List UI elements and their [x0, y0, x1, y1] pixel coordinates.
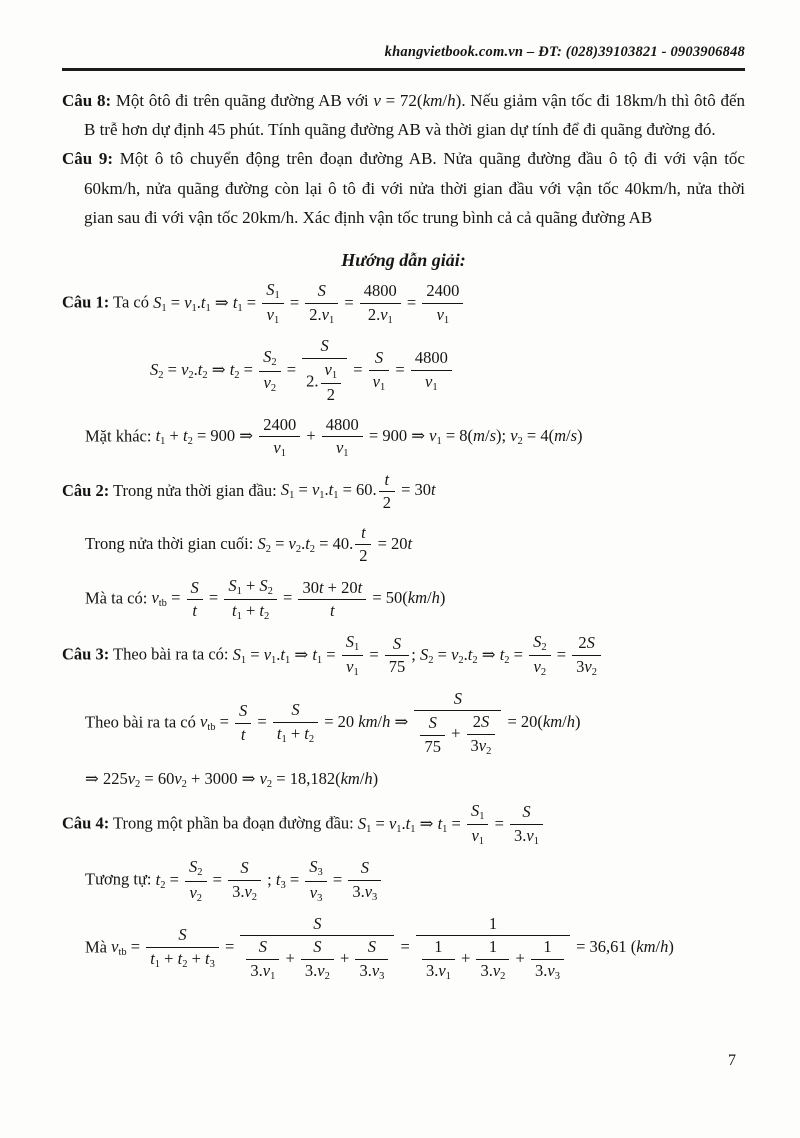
fraction-numerator: S	[187, 578, 203, 601]
fraction-denominator: 2. $\frac{v_1}{2}$	[302, 359, 347, 406]
line-text: . Nếu giảm vận tốc đi 18km/h thì ôtô đến B trễ hơn dự định 45 phút. Tính quãng đường AB và thời gian dự tính để đi quãng đường đó.	[84, 91, 745, 140]
fraction-denominator: $3.v_3$	[352, 881, 378, 903]
fraction-numerator: S	[510, 802, 543, 825]
solution-line	[85, 767, 745, 792]
fraction-denominator: $v_1$	[471, 826, 485, 848]
fraction-numerator: S	[305, 281, 338, 304]
fraction-denominator: $3v_2$	[470, 735, 492, 757]
fraction-numerator: $S_2$	[259, 347, 281, 371]
fraction	[342, 632, 364, 679]
problem-label: Câu 8:	[62, 91, 112, 110]
solution-line	[85, 689, 745, 758]
fraction-numerator: $S_1$	[262, 280, 284, 304]
math-expression: $v_{tb}$ = $\frac{S}{t}$ = $\frac{S}{t_1 + t_2}$ = 20 km/h ⇒ S $\frac{S}{75}$ + $\frac{2S}{3v_2}$ = 20(km/h)	[199, 688, 581, 757]
math-expression: $S_1 = v_1.t_1$ ⇒ $t_1$ = $\frac{S_1}{v_1}$ = $\frac{S}{2.v_1}$ = $\frac{4800}{2.v_1}$ = $\frac{2400}{v_1}$	[153, 293, 465, 312]
fraction-denominator: $v_1$	[425, 371, 438, 393]
fraction-denominator: 75	[424, 736, 441, 756]
fraction-denominator: $v_3$	[309, 882, 323, 904]
fraction	[305, 281, 338, 327]
fraction-denominator: t	[240, 724, 246, 744]
fraction	[262, 280, 284, 327]
fraction-denominator: $v_1$	[273, 438, 286, 460]
fraction	[531, 937, 564, 983]
fraction	[322, 415, 363, 461]
line-text: Tương tự:	[85, 869, 156, 889]
line-label: Câu 3:	[62, 644, 110, 664]
fraction-denominator: $v_1$	[346, 657, 359, 679]
fraction-numerator: S	[228, 858, 261, 881]
header-contact-text: khangvietbook.com.vn – ĐT: (028)39103821 - 0903906848	[384, 44, 745, 60]
math-expression: $t_2$ = $\frac{S_2}{v_2}$ = $\frac{S}{3.v_2}$ ; $t_3$ = $\frac{S_3}{v_3}$ = $\frac{S}{3.v_3}$	[156, 870, 384, 889]
fraction-numerator: $S_1$	[342, 632, 364, 656]
fraction	[529, 632, 551, 679]
fraction-denominator: $v_1$	[335, 438, 349, 460]
fraction-numerator: 1	[531, 937, 564, 960]
fraction-numerator: 1	[416, 914, 570, 937]
line-label: Câu 4:	[62, 813, 110, 833]
fraction-numerator: S	[385, 634, 410, 657]
math-expression: $v_{tb}$ = $\frac{S}{t_1 + t_2 + t_3}$ = S $\frac{S}{3.v_1}$ + $\frac{S}{3.v_2}$ + $\frac{S}{3.v_3}$ = 1 $\frac{1}{3.v_1}$ + $\frac{1}{3.v_2}$ + $\frac{1}{3.v_3}$ = 36,61 (km/h)	[111, 913, 674, 982]
math-expression: $S_1 = v_1.t_1 = 60$. $\frac{t}{2}$ = 30t	[280, 469, 436, 513]
solution-line	[85, 415, 745, 461]
line-text: Một ôtô đi trên quãng đường AB với	[111, 91, 374, 110]
fraction	[369, 348, 390, 394]
fraction	[414, 689, 501, 758]
fraction-denominator: $v_1$	[372, 371, 386, 393]
fraction-numerator: S	[301, 937, 334, 960]
fraction-numerator: 2S	[467, 712, 496, 735]
line-text: Mặt khác:	[85, 426, 156, 446]
fraction-denominator: t	[192, 601, 197, 621]
fraction-denominator: $v_2$	[189, 882, 203, 904]
fraction-denominator: $v_1$	[266, 305, 280, 327]
line-text: Trong một phần ba đoạn đường đầu:	[109, 813, 358, 833]
fraction-numerator: 2400	[259, 415, 300, 438]
fraction	[422, 937, 455, 983]
fraction-denominator: $v_2$	[263, 372, 277, 394]
solution-line	[62, 801, 745, 848]
fraction	[246, 937, 279, 983]
fraction-denominator: $t_1 + t_2 + t_3$	[150, 949, 215, 971]
fraction	[187, 578, 203, 622]
line-label: Câu 1:	[62, 292, 110, 312]
fraction	[146, 925, 219, 971]
fraction-denominator: $t_1 + t_2$	[231, 601, 270, 623]
fraction	[476, 937, 509, 983]
fraction-denominator: $3.v_3$	[534, 960, 560, 982]
solution-line	[62, 632, 745, 679]
fraction-numerator: S	[146, 925, 219, 948]
fraction-numerator: 2400	[422, 281, 463, 304]
fraction	[273, 700, 318, 746]
fraction-denominator: $3.v_3$	[359, 960, 385, 982]
fraction-numerator: $v_1$	[321, 360, 342, 384]
fraction-numerator: 4800	[360, 281, 401, 304]
solution-line	[62, 470, 745, 514]
fraction-numerator: S	[235, 701, 251, 724]
fraction	[321, 360, 342, 406]
fraction-numerator: 1	[476, 937, 509, 960]
solution-line	[85, 523, 745, 567]
fraction	[467, 712, 496, 758]
fraction	[259, 415, 300, 461]
fraction-numerator: 4800	[322, 415, 363, 438]
line-text: Trong nửa thời gian đầu:	[109, 480, 281, 500]
fraction-numerator: $S_2$	[185, 857, 207, 881]
fraction-numerator: S	[240, 914, 394, 937]
math-expression: $S_2 = v_2.t_2$ ⇒ $t_2$ = $\frac{S_2}{v_2}$ = S 2. $\frac{v_1}{2}$ = $\frac{S}{v_1}$ = $\frac{4800}{v_1}$	[150, 360, 454, 379]
fraction	[224, 576, 277, 623]
fraction-denominator: $3.v_1$	[250, 960, 276, 982]
fraction-denominator: $3v_2$	[576, 656, 597, 678]
math-expression: $S_1 = v_1.t_1$ ⇒ $t_1$ = $\frac{S_1}{v_1}$ = $\frac{S}{3.v_1}$	[358, 814, 545, 833]
fraction	[360, 281, 401, 327]
fraction-numerator: 4800	[411, 348, 452, 371]
fraction	[348, 858, 381, 904]
fraction-numerator: S	[414, 689, 501, 712]
solutions-section	[62, 280, 745, 983]
fraction-numerator: S	[246, 937, 279, 960]
fraction-denominator: $2.v_1$	[309, 304, 335, 326]
fraction	[416, 914, 570, 983]
fraction-numerator: 30t + 20t	[298, 578, 366, 601]
fraction	[422, 281, 463, 327]
fraction-denominator: t	[330, 601, 335, 621]
problem-paragraph	[62, 86, 745, 144]
line-label: Câu 2:	[62, 480, 110, 500]
line-text: Mà	[85, 937, 112, 957]
fraction-numerator: 1	[422, 937, 455, 960]
fraction-numerator: S	[302, 336, 347, 359]
fraction	[467, 801, 489, 848]
line-text: Trong nửa thời gian cuối:	[85, 533, 258, 553]
fraction-denominator: $3.v_2$	[232, 881, 258, 903]
fraction	[228, 858, 261, 904]
problems-section	[62, 86, 745, 232]
solution-line	[85, 857, 745, 904]
solution-line	[85, 576, 745, 623]
fraction-numerator: $S_2$	[529, 632, 551, 656]
fraction-denominator: $3.v_2$	[480, 960, 506, 982]
line-text: Theo bài ra ta có:	[109, 644, 233, 664]
fraction	[305, 857, 327, 904]
fraction-denominator: $v_2$	[533, 657, 547, 679]
fraction-numerator: $S_1 + S_2$	[224, 576, 277, 600]
fraction-numerator: 2S	[572, 633, 601, 656]
fraction-denominator: 2	[326, 385, 335, 405]
fraction-denominator: 2	[359, 546, 368, 566]
page-number: 7	[728, 1052, 736, 1069]
fraction-numerator: $S_3$	[305, 857, 327, 881]
math-expression: $S_1 = v_1.t_1$ ⇒ $t_1$ = $\frac{S_1}{v_1}$ = $\frac{S}{75}$ ; $S_2 = v_2.t_2$ ⇒ $t_2$ = $\frac{S_2}{v_2}$ = $\frac{2S}{3v_2}$	[233, 645, 603, 664]
fraction-numerator: S	[420, 713, 445, 736]
fraction	[420, 713, 445, 757]
fraction	[385, 634, 410, 678]
header-rule	[62, 68, 745, 71]
fraction-numerator: S	[355, 937, 388, 960]
fraction-numerator: S	[369, 348, 390, 371]
fraction	[301, 937, 334, 983]
fraction	[298, 578, 366, 622]
page-header	[62, 44, 745, 61]
solution-line	[150, 336, 745, 405]
fraction-denominator: $\frac{S}{75}$ + $\frac{2S}{3v_2}$	[414, 711, 501, 758]
math-expression: $S_2 = v_2.t_2 = 40$. $\frac{t}{2}$ = 20t	[257, 522, 413, 566]
math-expression: $v_{tb}$ = $\frac{S}{t}$ = $\frac{S_1 + S_2}{t_1 + t_2}$ = $\frac{30t + 20t}{t}$ = 50(km/h)	[151, 576, 446, 623]
fraction	[355, 523, 371, 567]
fraction-denominator: $\frac{S}{3.v_1}$ + $\frac{S}{3.v_2}$ + $\frac{S}{3.v_3}$	[240, 936, 394, 983]
math-expression: v = 72(km/h)	[373, 91, 462, 110]
fraction	[355, 937, 388, 983]
problem-paragraph	[62, 144, 745, 232]
fraction	[185, 857, 207, 904]
fraction-numerator: S	[273, 700, 318, 723]
line-text: Một ô tô chuyển động trên đoạn đường AB. Nửa quãng đường đầu ô tộ đi với vận tốc 60km/h, nửa quãng đường còn lại ô tô đi với nửa thời gian đầu với vận tốc 40km/h, nửa thời gian sau đi với vận tốc 20km/h. Xác định vận tốc trung bình cả cả quãng đường AB	[84, 149, 745, 227]
math-expression: $t_1 + t_2 = 900$ ⇒ $\frac{2400}{v_1}$ + $\frac{4800}{v_1}$ = 900 ⇒ $v_1 = 8(m/s)$; $v_2 = 4(m/s)$	[155, 414, 583, 460]
fraction-denominator: $2.v_1$	[367, 304, 393, 326]
solutions-heading: Hướng dẫn giải:	[341, 250, 466, 271]
fraction-numerator: $S_1$	[467, 801, 489, 825]
math-expression: ⇒ $225v_2 = 60v_2 + 3000$ ⇒ $v_2 = 18,182(km/h)$	[85, 768, 379, 790]
line-text: Ta có	[109, 292, 154, 312]
fraction	[259, 347, 281, 394]
fraction-denominator: 75	[388, 657, 406, 677]
fraction-denominator: 2	[382, 493, 391, 513]
line-text: Theo bài ra ta có	[85, 712, 200, 732]
fraction	[240, 914, 394, 983]
fraction-denominator: $3.v_2$	[304, 960, 330, 982]
fraction	[302, 336, 347, 405]
solution-line	[85, 914, 745, 983]
fraction	[379, 470, 395, 514]
fraction-denominator: $3.v_1$	[425, 960, 451, 982]
fraction-numerator: t	[379, 470, 395, 493]
fraction	[510, 802, 543, 848]
solution-line	[62, 280, 745, 327]
line-text: Mà ta có:	[85, 588, 152, 608]
fraction-numerator: S	[348, 858, 381, 881]
fraction-denominator: $\frac{1}{3.v_1}$ + $\frac{1}{3.v_2}$ + $\frac{1}{3.v_3}$	[416, 936, 570, 983]
fraction-numerator: t	[355, 523, 371, 546]
fraction	[572, 633, 601, 679]
problem-label: Câu 9:	[62, 149, 114, 169]
fraction-denominator: $3.v_1$	[514, 825, 539, 847]
fraction	[411, 348, 452, 394]
fraction-denominator: $v_1$	[436, 304, 450, 326]
fraction-denominator: $t_1 + t_2$	[276, 723, 315, 745]
fraction	[235, 701, 251, 745]
